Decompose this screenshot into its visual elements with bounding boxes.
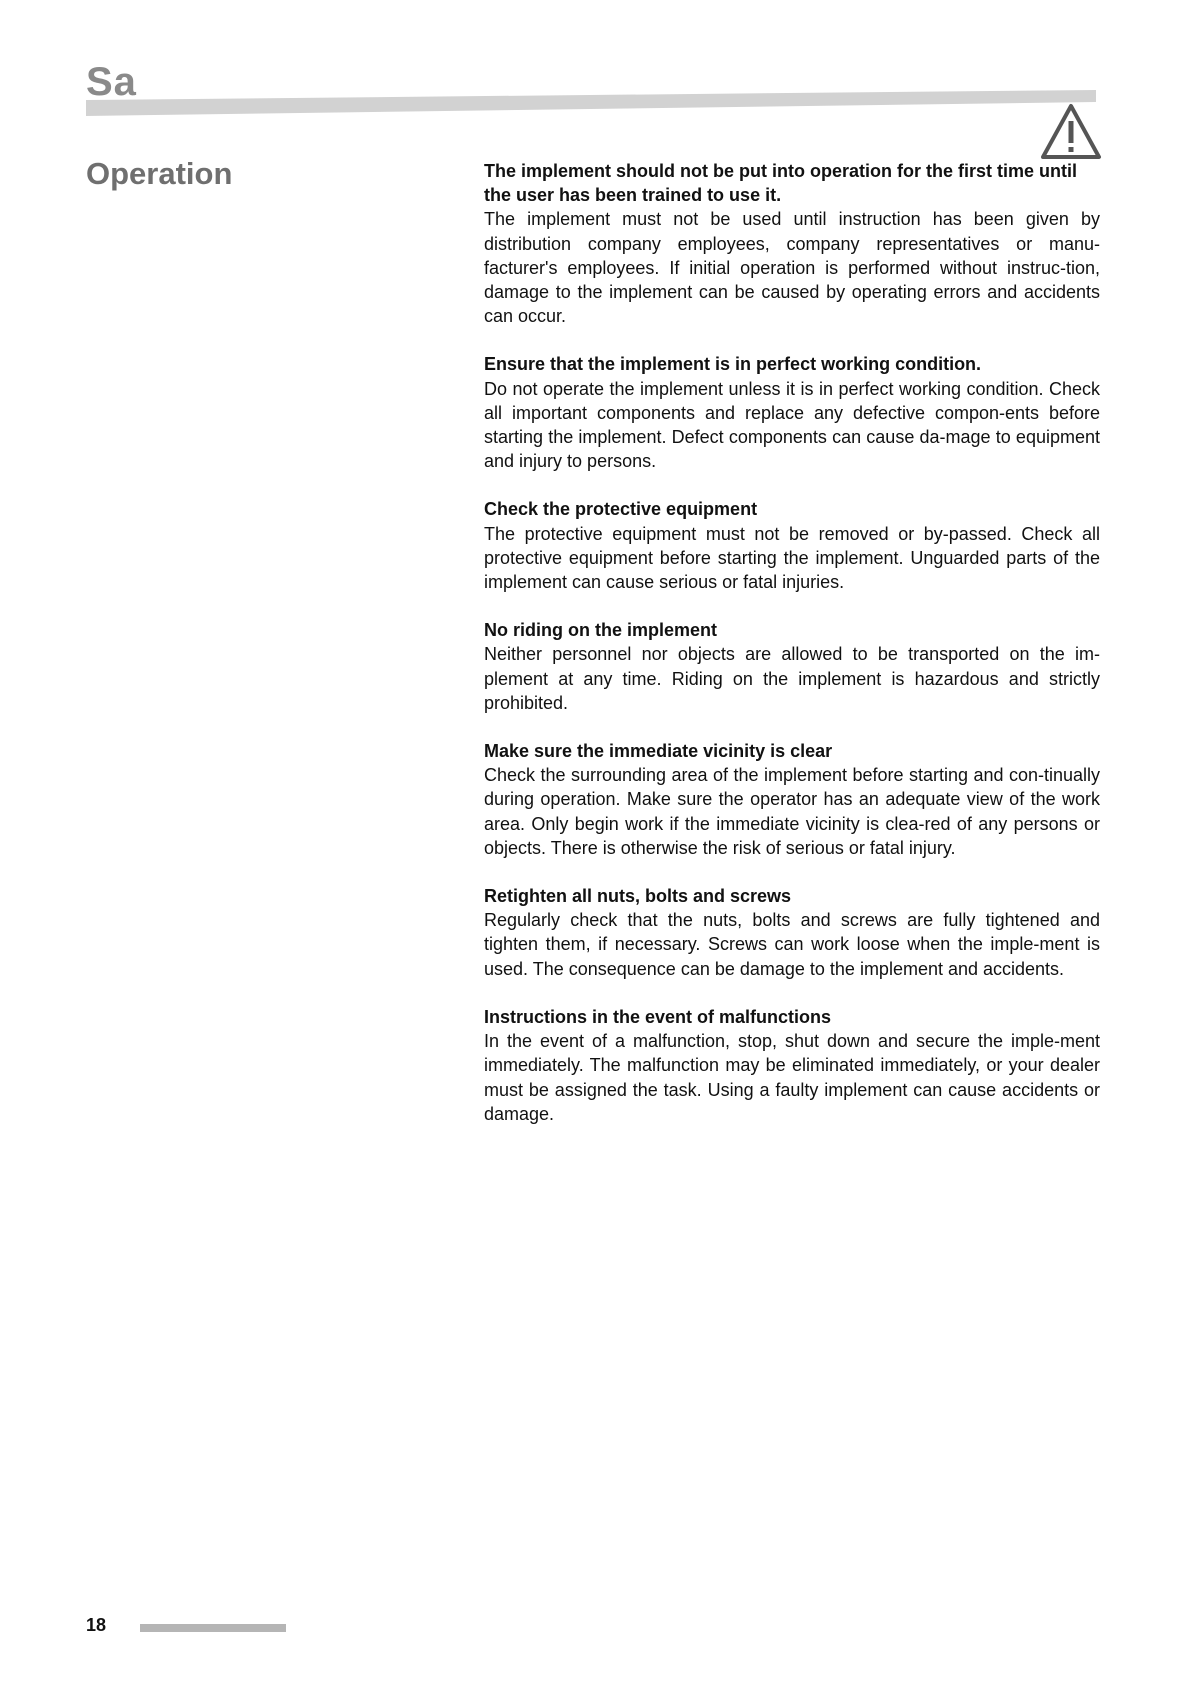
section-heading: No riding on the implement: [484, 620, 717, 641]
footer-bar: [140, 1624, 286, 1632]
page-number: 18: [86, 1615, 107, 1635]
section-body: The implement must not be used until instruction has been given by distribution company employees, company representatives or manu-facturer's employees. If initial operation is performed without instruc-tion, damage to the implement can be caused by operating errors and accidents can occur.: [484, 209, 1100, 327]
section-heading: Make sure the immediate vicinity is clear: [484, 741, 833, 762]
safety-section: [484, 159, 1100, 328]
section-heading: Ensure that the implement is in perfect working condition.: [484, 354, 982, 375]
main-content: [484, 159, 1100, 1150]
section-heading: Check the protective equipment: [484, 499, 758, 520]
section-body: Neither personnel nor objects are allowed to be transported on the im-plement at any time. Riding on the implement is hazardous and strictly prohibited.: [484, 644, 1100, 713]
section-heading: Instructions in the event of malfunctions: [484, 1006, 832, 1027]
safety-section: [484, 618, 1100, 715]
section-heading: Retighten all nuts, bolts and screws: [484, 886, 792, 907]
section-body: Regularly check that the nuts, bolts and screws are fully tightened and tighten them, if necessary. Screws can work loose when the imple-ment is used. The consequence can be damage to the implement and accidents.: [484, 910, 1100, 979]
safety-section: [484, 1005, 1100, 1126]
section-body: Do not operate the implement unless it is in perfect working condition. Check all important components and replace any defective compon-ents before starting the implement. Defect components can cause da-mage to equipment and injury to persons.: [484, 378, 1100, 472]
safety-section: [484, 739, 1100, 860]
section-heading: The implement should not be put into operation for the first time until the user has been trained to use it.: [484, 161, 1077, 206]
section-body: Check the surrounding area of the implement before starting and con-tinually during operation. Make sure the operator has an adequate view of the work area. Only begin work if the immediate vicinity is clea-red of any persons or objects. There is otherwise the risk of serious or fatal injury.: [484, 765, 1100, 858]
warning-triangle-icon: [1040, 103, 1102, 161]
section-body: In the event of a malfunction, stop, shut down and secure the imple-ment immediately. The malfunction may be eliminated immediately, or your dealer must be assigned the task. Using a faulty implement can cause accidents or damage.: [484, 1031, 1100, 1124]
safety-section: [484, 497, 1100, 594]
section-code: Sa: [86, 60, 137, 104]
section-body: The protective equipment must not be removed or by-passed. Check all protective equipment before starting the implement. Unguarded parts of the implement can cause serious or fatal injuries.: [484, 523, 1100, 593]
safety-section: [484, 352, 1100, 473]
header-swoosh-bar: [86, 0, 1096, 120]
safety-section: [484, 884, 1100, 981]
page-title: Operation: [86, 156, 233, 191]
